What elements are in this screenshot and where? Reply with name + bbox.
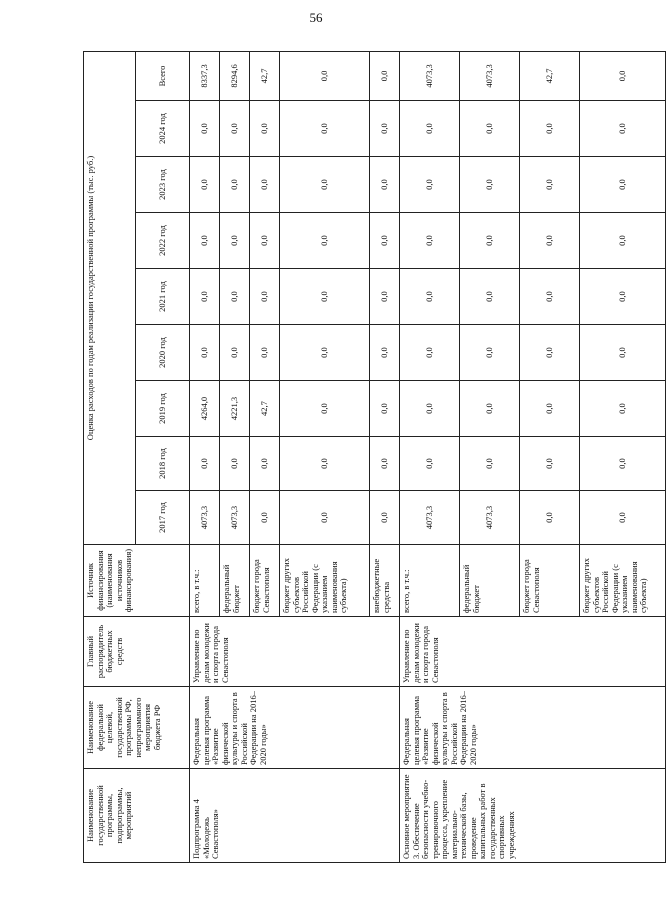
- value-cell: 0,0: [280, 269, 370, 325]
- value-cell: 0,0: [280, 101, 370, 157]
- source-cell: бюджет других субъектов Российской Федерации (с указанием наименования субъекта): [280, 545, 370, 617]
- value-cell: 0,0: [520, 213, 580, 269]
- funding-table: [83, 51, 666, 863]
- block-name: Основное мероприятие 3. Обеспечение безопасности учебно-тренировочного процесса, укрепление материально-технической базы, проведение капитальных работ в государственных спортивных учреждениях: [400, 769, 666, 863]
- value-cell: 4264,0: [190, 381, 220, 437]
- block-manager: Управление по делам молодежи и спорта города Севастополя: [400, 617, 666, 687]
- value-cell: 8337,3: [190, 51, 220, 100]
- year-2018: 2018 год: [136, 437, 190, 491]
- header-estimate: Оценка расходов по годам реализации государственной программы (тыс. руб.): [84, 51, 136, 544]
- value-cell: 0,0: [460, 381, 520, 437]
- value-cell: 0,0: [370, 325, 400, 381]
- value-cell: 0,0: [250, 101, 280, 157]
- value-cell: 0,0: [250, 491, 280, 545]
- value-cell: 0,0: [220, 213, 250, 269]
- year-2023: 2023 год: [136, 157, 190, 213]
- year-total: Всего: [136, 51, 190, 100]
- value-cell: 0,0: [460, 437, 520, 491]
- value-cell: 0,0: [220, 101, 250, 157]
- value-cell: 0,0: [520, 269, 580, 325]
- value-cell: 0,0: [580, 51, 666, 100]
- value-cell: 0,0: [400, 437, 460, 491]
- value-cell: 4073,3: [220, 491, 250, 545]
- value-cell: 0,0: [250, 269, 280, 325]
- value-cell: 42,7: [250, 51, 280, 100]
- value-cell: 0,0: [460, 325, 520, 381]
- value-cell: 0,0: [370, 269, 400, 325]
- table-frame: [83, 52, 649, 863]
- year-2020: 2020 год: [136, 325, 190, 381]
- value-cell: 0,0: [460, 269, 520, 325]
- value-cell: 0,0: [580, 269, 666, 325]
- value-cell: 8294,6: [220, 51, 250, 100]
- source-cell: федеральный бюджет: [460, 545, 520, 617]
- value-cell: 0,0: [580, 437, 666, 491]
- value-cell: 0,0: [580, 101, 666, 157]
- year-2017: 2017 год: [136, 491, 190, 545]
- block-manager: Управление по делам молодежи и спорта города Севастополя: [190, 617, 400, 687]
- value-cell: 0,0: [220, 437, 250, 491]
- value-cell: 4073,3: [190, 491, 220, 545]
- year-2019: 2019 год: [136, 381, 190, 437]
- value-cell: 4073,3: [460, 51, 520, 100]
- value-cell: 0,0: [280, 213, 370, 269]
- year-2022: 2022 год: [136, 213, 190, 269]
- value-cell: 0,0: [280, 157, 370, 213]
- value-cell: 4073,3: [400, 491, 460, 545]
- value-cell: 0,0: [190, 101, 220, 157]
- header-source: Источник финансирования (наименования источников финансирования): [84, 545, 190, 617]
- value-cell: 0,0: [580, 325, 666, 381]
- value-cell: 0,0: [190, 269, 220, 325]
- value-cell: 0,0: [280, 491, 370, 545]
- value-cell: 0,0: [400, 325, 460, 381]
- value-cell: 0,0: [400, 213, 460, 269]
- value-cell: 0,0: [370, 51, 400, 100]
- value-cell: 42,7: [520, 51, 580, 100]
- value-cell: 0,0: [520, 437, 580, 491]
- value-cell: 0,0: [400, 269, 460, 325]
- value-cell: 0,0: [220, 269, 250, 325]
- value-cell: 0,0: [520, 491, 580, 545]
- value-cell: 0,0: [580, 213, 666, 269]
- source-cell: всего, в т.ч.:: [400, 545, 460, 617]
- value-cell: 0,0: [250, 213, 280, 269]
- value-cell: 0,0: [280, 325, 370, 381]
- value-cell: 0,0: [250, 437, 280, 491]
- source-cell: бюджет других субъектов Российской Федерации (с указанием наименования субъекта): [580, 545, 666, 617]
- year-2024: 2024 год: [136, 101, 190, 157]
- value-cell: 0,0: [190, 325, 220, 381]
- source-cell: всего, в т.ч.:: [190, 545, 220, 617]
- value-cell: 0,0: [580, 157, 666, 213]
- value-cell: 0,0: [370, 437, 400, 491]
- year-2021: 2021 год: [136, 269, 190, 325]
- source-cell: федеральный бюджет: [220, 545, 250, 617]
- value-cell: 0,0: [370, 491, 400, 545]
- value-cell: 4073,3: [400, 51, 460, 100]
- value-cell: 0,0: [520, 157, 580, 213]
- source-cell: внебюджетные средства: [370, 545, 400, 617]
- value-cell: 42,7: [250, 381, 280, 437]
- value-cell: 0,0: [400, 381, 460, 437]
- block-name: Подпрограмма 4 «Молодежь Севастополя»: [190, 769, 400, 863]
- source-cell: бюджет города Севастополя: [520, 545, 580, 617]
- value-cell: 0,0: [520, 101, 580, 157]
- header-manager: Главный распорядитель бюджетных средств: [84, 617, 190, 687]
- value-cell: 0,0: [220, 325, 250, 381]
- value-cell: 0,0: [190, 157, 220, 213]
- value-cell: 0,0: [370, 381, 400, 437]
- value-cell: 0,0: [220, 157, 250, 213]
- value-cell: 0,0: [580, 491, 666, 545]
- value-cell: 0,0: [280, 381, 370, 437]
- value-cell: 0,0: [370, 101, 400, 157]
- block-federal: Федеральная целевая программа «Развитие физической культуры и спорта в Российской Федерации на 2016–2020 годы»: [190, 687, 400, 769]
- rotated-table-container: [83, 52, 649, 863]
- value-cell: 0,0: [520, 381, 580, 437]
- value-cell: 0,0: [400, 101, 460, 157]
- value-cell: 4221,3: [220, 381, 250, 437]
- value-cell: 0,0: [250, 157, 280, 213]
- page-number: 56: [309, 10, 323, 25]
- value-cell: 0,0: [460, 213, 520, 269]
- table-body: [84, 51, 666, 862]
- value-cell: 0,0: [190, 213, 220, 269]
- value-cell: 0,0: [460, 101, 520, 157]
- value-cell: 0,0: [280, 51, 370, 100]
- value-cell: 0,0: [370, 213, 400, 269]
- value-cell: 0,0: [580, 381, 666, 437]
- value-cell: 0,0: [250, 325, 280, 381]
- header-name: Наименование государственной программы, подпрограммы, мероприятий: [84, 769, 190, 863]
- block-federal: Федеральная целевая программа «Развитие физической культуры и спорта в Российской Федерации на 2016–2020 годы»: [400, 687, 666, 769]
- value-cell: 0,0: [370, 157, 400, 213]
- header-federal: Наименование федеральной целевой, государственной программы РФ, непрограммного мероприятия бюджета РФ: [84, 687, 190, 769]
- value-cell: 0,0: [520, 325, 580, 381]
- value-cell: 0,0: [280, 437, 370, 491]
- source-cell: бюджет города Севастополя: [250, 545, 280, 617]
- value-cell: 4073,3: [460, 491, 520, 545]
- value-cell: 0,0: [460, 157, 520, 213]
- value-cell: 0,0: [400, 157, 460, 213]
- value-cell: 0,0: [190, 437, 220, 491]
